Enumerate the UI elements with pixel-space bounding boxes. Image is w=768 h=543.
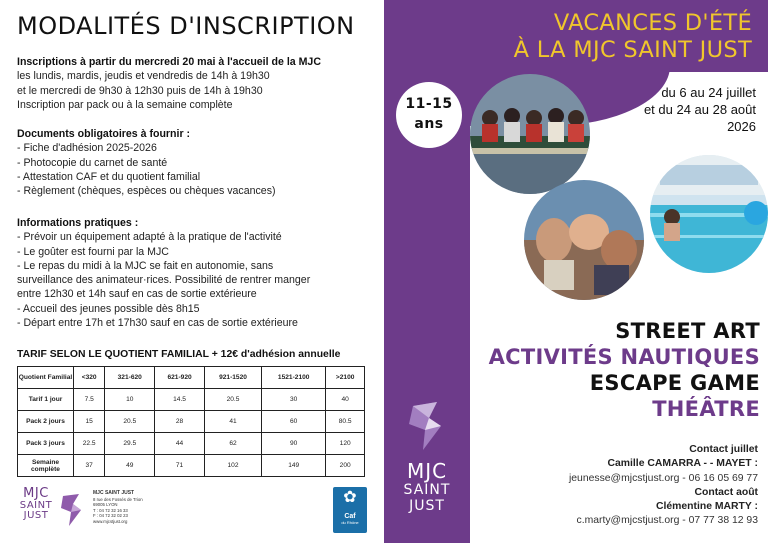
caf-line: du Rhône [341, 520, 359, 525]
activity-item: STREET ART [615, 319, 760, 343]
inscriptions-block [17, 55, 377, 112]
table-row-label: Semaine complète [18, 455, 74, 477]
table-cell: 20.5 [204, 389, 261, 411]
table-row [18, 411, 365, 433]
table-column-header: 1521-2100 [262, 367, 326, 389]
age-range: 11-15 [405, 96, 453, 112]
inscriptions-line: Inscription par pack ou à la semaine complète [17, 98, 233, 111]
activity-item: THÉÂTRE [652, 397, 760, 421]
caf-logo [333, 487, 367, 533]
mjc-logo-line: SAINT [19, 500, 53, 511]
holiday-dates [644, 84, 756, 135]
dates-line: du 6 au 24 juillet [661, 85, 756, 100]
mjc-logo-small [17, 487, 55, 535]
documents-line: - Attestation CAF et du quotient familial [17, 170, 201, 183]
contact-july-name: Camille CAMARRA - - MAYET : [607, 458, 758, 470]
infos-line: - Accueil des jeunes possible dès 8h15 [17, 302, 200, 315]
mjc-emblem-icon [59, 492, 85, 528]
table-cell: 29.5 [105, 433, 155, 455]
dates-line: 2026 [727, 119, 756, 134]
contact-july-detail: jeunesse@mjcstjust.org - 06 16 05 69 77 [568, 472, 758, 484]
infos-block [17, 216, 377, 330]
table-cell: 22.5 [74, 433, 105, 455]
table-cell: 15 [74, 411, 105, 433]
documents-heading: Documents obligatoires à fournir : [17, 128, 191, 140]
address-line: T : 04 72 32 16 33 [93, 507, 128, 513]
table-row-label: Pack 2 jours [18, 411, 74, 433]
table-column-header: 621-920 [155, 367, 205, 389]
holiday-headline [514, 10, 752, 64]
table-column-header: 321-620 [105, 367, 155, 389]
table-cell: 149 [262, 455, 326, 477]
contact-august-name: Clémentine MARTY : [656, 501, 758, 513]
infos-line: - Le goûter est fourni par la MJC [17, 245, 169, 258]
table-cell: 7.5 [74, 389, 105, 411]
mjc-address [93, 491, 173, 525]
infos-line: surveillance des animateur·rices. Possibilité de rentrer manger [17, 274, 311, 287]
contact-august-detail: c.marty@mjcstjust.org - 07 77 38 12 93 [576, 515, 758, 527]
infos-line: - Prévoir un équipement adapté à la pratique de l'activité [17, 231, 282, 244]
table-cell: 30 [262, 389, 326, 411]
age-badge [396, 82, 462, 148]
table-cell: 200 [326, 455, 365, 477]
address-title: MJC SAINT JUST [93, 490, 135, 496]
inscriptions-line: les lundis, mardis, jeudis et vendredis de 14h à 19h30 [17, 70, 270, 83]
headline-line: À LA MJC SAINT JUST [513, 37, 752, 63]
registration-title: MODALITÉS D'INSCRIPTION [17, 12, 355, 40]
documents-block [17, 127, 377, 198]
mjc-logo-line: MJC [23, 486, 49, 501]
activity-item: ESCAPE GAME [589, 371, 760, 395]
group-photo [524, 180, 644, 300]
table-column-header: <320 [74, 367, 105, 389]
inscriptions-line: et le mercredi de 9h30 à 12h30 puis de 14h à 19h30 [17, 84, 263, 97]
holiday-panel [384, 0, 768, 543]
tarif-table [17, 366, 365, 477]
table-cell: 20.5 [105, 411, 155, 433]
table-cell: 80.5 [326, 411, 365, 433]
table-cell: 62 [204, 433, 261, 455]
table-cell: 49 [105, 455, 155, 477]
address-line: 69005 LYON [93, 502, 118, 508]
mjc-logo-line: SAINT [403, 482, 451, 498]
table-corner-cell: Quotient Familial [18, 367, 74, 389]
documents-line: - Règlement (chèques, espèces ou chèques vacances) [17, 185, 276, 198]
table-cell: 44 [155, 433, 205, 455]
table-cell: 14.5 [155, 389, 205, 411]
rowing-photo [470, 74, 590, 194]
caf-flower-icon: ✿ [343, 489, 357, 506]
table-row-label: Tarif 1 jour [18, 389, 74, 411]
infos-heading: Informations pratiques : [17, 217, 139, 229]
documents-line: - Photocopie du carnet de santé [17, 156, 168, 169]
contact-august-title: Contact août [694, 486, 758, 498]
dates-line: et du 24 au 28 août [643, 102, 756, 117]
caf-line: Caf [344, 513, 356, 520]
mjc-logo-large [390, 400, 464, 514]
table-row [18, 389, 365, 411]
address-line: F : 04 72 32 02 23 [93, 513, 128, 519]
table-row [18, 433, 365, 455]
inscriptions-heading: Inscriptions à partir du mercredi 20 mai à l'accueil de la MJC [17, 56, 321, 68]
table-cell: 28 [155, 411, 205, 433]
address-line: www.mjcstjust.org [93, 518, 128, 524]
activity-item: ACTIVITÉS NAUTIQUES [488, 345, 760, 369]
table-row-label: Pack 3 jours [18, 433, 74, 455]
documents-line: - Fiche d'adhésion 2025-2026 [17, 142, 157, 155]
infos-line: entre 12h30 et 14h sauf en cas de sortie extérieure [17, 288, 257, 301]
table-cell: 102 [204, 455, 261, 477]
footer-logos [17, 487, 367, 537]
activities-list [489, 318, 760, 422]
table-cell: 60 [262, 411, 326, 433]
age-unit: ans [414, 116, 444, 132]
headline-line: VACANCES D'ÉTÉ [553, 10, 752, 36]
mjc-logo-line: JUST [409, 498, 445, 514]
table-column-header: >2100 [326, 367, 365, 389]
table-cell: 90 [262, 433, 326, 455]
mjc-logo-line: JUST [23, 510, 49, 521]
mjc-emblem-icon [407, 400, 447, 452]
contacts-block [569, 443, 758, 529]
table-cell: 71 [155, 455, 205, 477]
tarif-title: TARIF SELON LE QUOTIENT FAMILIAL + 12€ d'adhésion annuelle [17, 349, 341, 360]
table-row [18, 455, 365, 477]
table-cell: 41 [204, 411, 261, 433]
infos-line: - Départ entre 17h et 17h30 sauf en cas de sortie extérieure [17, 317, 298, 330]
mjc-logo-line: MJC [406, 459, 448, 483]
table-cell: 40 [326, 389, 365, 411]
table-header-row [18, 367, 365, 389]
infos-line: - Le repas du midi à la MJC se fait en autonomie, sans [17, 259, 274, 272]
pool-photo [650, 155, 768, 273]
table-cell: 120 [326, 433, 365, 455]
address-line: 8 rue des Fossés de Trion [93, 496, 143, 502]
table-cell: 10 [105, 389, 155, 411]
table-column-header: 921-1520 [204, 367, 261, 389]
table-cell: 37 [74, 455, 105, 477]
contact-july-title: Contact juillet [689, 444, 758, 455]
